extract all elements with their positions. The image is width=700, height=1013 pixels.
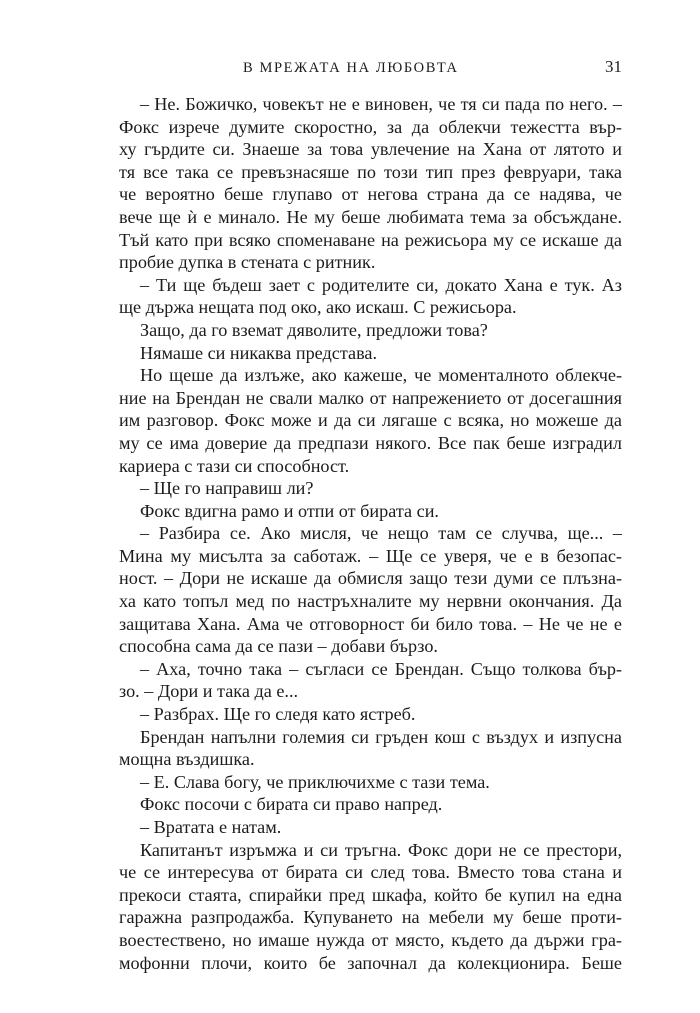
text-line: воестествено, но имаше нужда от място, където да държи гра- xyxy=(119,929,622,950)
text-line: му се има доверие да предпази някого. Все пак беше изградил xyxy=(119,432,622,453)
text-line: – Ще го направиш ли? xyxy=(140,478,314,499)
text-line: Мина му мисълта за саботаж. – Ще се уверя, че е в безопас- xyxy=(119,545,622,566)
text-line: Защо, да го вземат дяволите, предложи това? xyxy=(140,319,488,340)
text-line: способна сама да се пази – добави бързо. xyxy=(119,636,438,657)
text-line: мофонни плочи, които бе започнал да колекционира. Беше xyxy=(119,952,622,973)
text-line: Нямаше си никаква представа. xyxy=(140,342,378,363)
text-line: пробие дупка в стената с ритник. xyxy=(119,252,376,273)
text-line: Но щеше да излъже, ако кажеше, че моменталното облекче- xyxy=(140,365,622,386)
text-line: прекоси стаята, спирайки пред шкафа, който бе купил на една xyxy=(119,884,622,905)
text-line: Капитанът изръмжа и си тръгна. Фокс дори не се престори, xyxy=(140,839,622,860)
running-title: В МРЕЖАТА НА ЛЮБОВТА xyxy=(243,60,459,76)
text-line: кариера с тази си способност. xyxy=(119,455,350,476)
text-line: тя все така се превъзнасяше по този тип през февруари, така xyxy=(119,161,622,182)
body-text xyxy=(119,93,622,974)
text-line: зо. – Дори и така да е... xyxy=(119,681,299,702)
text-line: ха като топъл мед по настръхналите му нервни окончания. Да xyxy=(119,591,622,612)
text-line: гаражна разпродажба. Купуването на мебели му беше проти- xyxy=(119,907,622,928)
text-line: ние на Брендан не свали малко от напрежението от досегашния xyxy=(119,387,622,408)
text-line: ще държа нещата под око, ако искаш. С режисьора. xyxy=(119,297,517,318)
text-line: че се интересува от бирата си след това. Вместо това стана и xyxy=(119,862,622,883)
text-line: – Не. Божичко, човекът не е виновен, че тя си пада по него. – xyxy=(140,94,622,114)
text-line: – Ти ще бъдеш зает с родителите си, докато Хана е тук. Аз xyxy=(140,274,622,295)
text-line: Фокс изрече думите скоростно, за да облекчи тежестта вър- xyxy=(119,116,622,137)
text-line: Тъй като при всяко споменаване на режисьора му се искаше да xyxy=(119,229,622,250)
text-line: вече ще ѝ е минало. Не му беше любимата тема за обсъждане. xyxy=(119,206,622,227)
text-line: защитава Хана. Ама че отговорност би било това. – Не че не е xyxy=(119,613,622,634)
running-head xyxy=(0,57,700,79)
text-line: – Разбрах. Ще го следя като ястреб. xyxy=(140,704,416,725)
text-line: – Разбира се. Ако мисля, че нещо там се случва, ще... – xyxy=(140,523,622,544)
page-number: 31 xyxy=(605,57,622,76)
text-line: че вероятно беше глупаво от негова страна да се надява, че xyxy=(119,184,622,205)
text-line: ност. – Дори не искаше да обмисля защо тези думи се плъзна- xyxy=(119,568,622,589)
text-line: – Вратата е натам. xyxy=(140,817,282,837)
text-line: – Аха, точно така – съгласи се Брендан. Също толкова бър- xyxy=(140,658,622,679)
text-line: Фокс посочи с бирата си право напред. xyxy=(140,794,443,815)
text-line: мощна въздишка. xyxy=(119,749,255,770)
text-line: Брендан напълни големия си гръден кош с въздух и изпусна xyxy=(140,726,622,747)
text-line: им разговор. Фокс може и да си лягаше с всяка, но можеше да xyxy=(119,410,622,431)
text-line: – Е. Слава богу, че приключихме с тази тема. xyxy=(140,771,490,792)
text-line: Фокс вдигна рамо и отпи от бирата си. xyxy=(140,500,439,521)
text-line: ху гърдите си. Знаеше за това увлечение на Хана от лятото и xyxy=(119,139,622,160)
